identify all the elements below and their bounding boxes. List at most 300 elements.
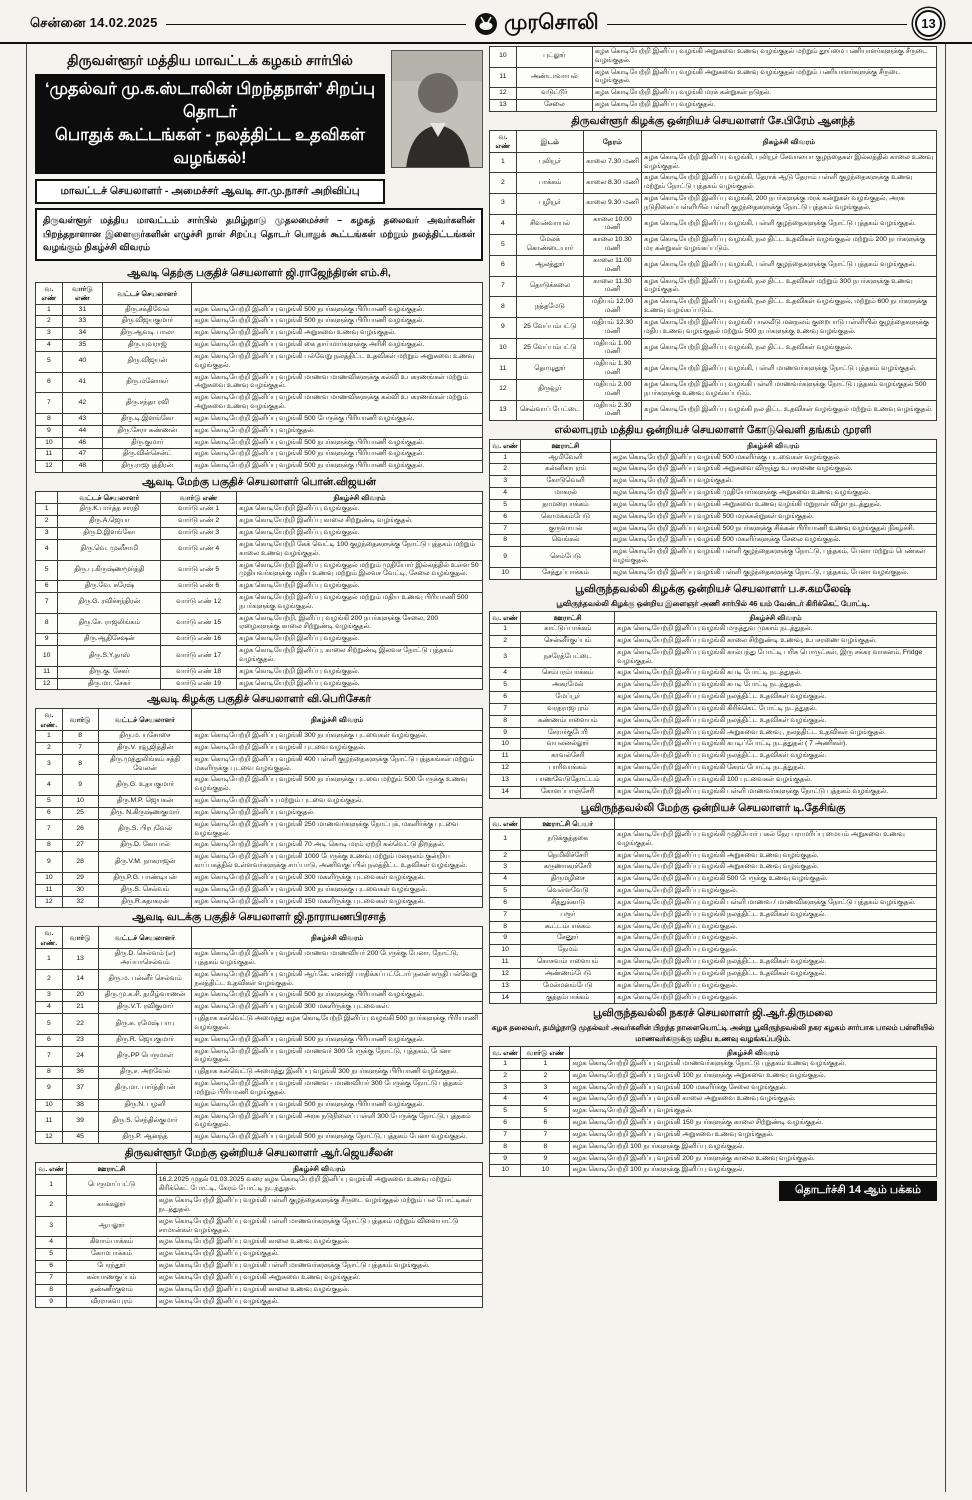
schedule-table (489, 817, 937, 1005)
table-row (490, 317, 937, 338)
table-cell: 7 (36, 1272, 67, 1284)
table-row (490, 727, 937, 739)
column-header: ஊராட்சி (521, 611, 615, 623)
section-title: திருவள்ளூர் மேற்கு ஒன்றியச் செயலாளர் ஆர்.ஜெயசீலன் (124, 1147, 394, 1160)
table-cell: கழக கொடியேற்றி இனிப்பு வழங்கி 100 நபர்களுக்கு அறுசுவை உணவு வழங்குதல். (570, 1070, 937, 1082)
table-cell: 12 (36, 678, 58, 690)
table-row (36, 678, 483, 690)
lead-kicker: திருவள்ளூர் மத்திய மாவட்டக் கழகம் சார்பில் (67, 52, 353, 68)
table-cell: கொசவம்பாளையம் (521, 957, 615, 969)
table-row (490, 1106, 937, 1118)
table-cell: 14 (62, 969, 98, 990)
table-cell: கழக கொடியேற்றி இனிப்பு வழங்குதல். (237, 528, 483, 540)
table-cell: 3 (36, 528, 58, 540)
table-cell: கழக கொடியேற்றி இனிப்பு வழங்கி, நல திட்ட உதவிகள் வழங்குதல். (641, 338, 936, 359)
table-cell: 1 (36, 731, 63, 743)
table-cell: புட்லூர் (516, 47, 592, 68)
table-cell: 14 (490, 786, 521, 798)
table-row (36, 852, 483, 873)
table-cell: திரு.மு.க.சி. தமிழ்வாணன் (98, 990, 192, 1002)
table-cell: செம்பரம்பாக்கம் (521, 668, 615, 680)
table-cell: கழக கொடியேற்றி இனிப்பு வழங்கி கை தாய்மார்களுக்கு அரிசி வழங்குதல். (192, 340, 483, 352)
intro-paragraph: திருவள்ளூர் மத்திய மாவட்டம் சார்பில் தமிழ்நாடு முதலமைச்சர் – கழகத் தலைவர் அவர்களின் பிறந்தநாளான இளைஞர்களின் எழுச்சி நாள் சிறப்பு தொடர் பொதுக் கூட்டங்கள் மற்றும் நலத்திட்டங்கள் வழங்கும் நிகழ்ச்சி விவரம் (35, 208, 483, 261)
table-row (490, 359, 937, 380)
table-cell: கழக கொடியேற்றி இனிப்பு வழங்கி 500 நபர்களுக்கு சிக்கன் பிரியாணி உணவு வழங்குதல் நிகழ்ச்சி. (610, 523, 936, 535)
table-cell: செம்பேடு (521, 547, 610, 568)
section-title: ஆவடி மேற்கு பகுதிச் செயலாளர் பொன்.விஜயன் (142, 476, 376, 489)
table-cell: திரு.வே. சுரேஷ் (58, 581, 161, 593)
table-cell: 13 (490, 774, 521, 786)
table-cell: 23 (62, 1034, 98, 1046)
table-cell: திரு.ராஜபுத்திரன் (103, 461, 192, 473)
table-cell: 12 (490, 763, 521, 775)
table-cell: 2 (490, 464, 521, 476)
table-row (36, 1272, 483, 1284)
section-title: பூவிருந்தவல்லி நகரச் செயலாளர் ஜி.ஆர்.திருமலை (593, 1007, 833, 1020)
table-cell: 1 (490, 1058, 521, 1070)
table-row (490, 751, 937, 763)
masthead-text: முரசொலி (504, 10, 599, 34)
table-cell: வார்டு எண் 19 (161, 678, 237, 690)
table-cell: புதிதாக கல்வெட்டு அமைத்து கழக கொடியேற்றி இனிப்பு வழங்கி 500 நபர்களுக்கு பிரியாணி வழங்குதல். (192, 1014, 483, 1035)
table-cell: 8 (36, 840, 63, 852)
table-cell: கழக கொடியேற்றி இனிப்பு வழங்கி 500 நபர்களுக்கு பிரியாணி வழங்குதல். (192, 449, 483, 461)
table-cell: 10 (62, 796, 98, 808)
table-row (36, 754, 483, 775)
column-header: வ. எண் (490, 130, 517, 152)
table-cell: கழக கொடியேற்றி இனிப்பு வழங்குதல் மற்றும் முதியோர் இல்லத்தில் உள்ள 50 முதியவர்களுக்கு மதிய உணவு மற்றும் இலவச வேட்டி, சேலை வழங்குதல். (237, 560, 483, 581)
table-row (490, 945, 937, 957)
table-cell: 7 (490, 703, 521, 715)
table-cell: 1 (36, 304, 63, 316)
table-cell: 40 (62, 351, 102, 372)
table-cell: 11 (490, 359, 517, 380)
masthead-title (474, 11, 599, 37)
column-header: வார்டு (62, 927, 98, 949)
table-cell: 3 (490, 194, 517, 215)
table-cell: கழக கொடியேற்றி இனிப்பு வழங்குதல். (192, 425, 483, 437)
table-cell: கழக கொடியேற்றி இனிப்பு வழங்கி, பள்ளி குழந்தைகளுக்கு நோட்டு புத்தகம் வழங்குதல். (641, 214, 936, 235)
table-cell: கழக கொடியேற்றி இனிப்பு வழங்கி நலத்திட்ட உதவிகள் வழங்குதல். (615, 692, 937, 704)
table-cell: மதியம் 1.00 மணி (583, 338, 641, 359)
table-cell: பாரிவாக்கம் (521, 763, 615, 775)
table-cell: 3 (490, 1082, 521, 1094)
table-row (490, 214, 937, 235)
table-row (36, 646, 483, 667)
table-cell: நெமிலிச்சேரி (521, 850, 615, 862)
table-cell: 5 (521, 1106, 570, 1118)
column-header: வார்டு எண் (161, 492, 237, 504)
table-cell: 2 (36, 316, 63, 328)
table-cell: கழக கொடியேற்றி இனிப்பு வழங்கி 300 நபர்களுக்கு புடவைகள் வழங்குதல். (192, 884, 483, 896)
table-cell: கழக கொடியேற்றி இனிப்பு வழங்கி அறுசுவை உணவு வழங்குதல். (192, 328, 483, 340)
table-cell: 8 (521, 1141, 570, 1153)
portrait-photo (391, 50, 483, 168)
schedule-table (489, 46, 937, 112)
table-cell: கழக கொடியேற்றி, இனிப்பு வழங்கி 200 நபர்களுக்கு சேலை, 200 ஏழைகளுக்கு காலை சிற்றுண்டி வழங்குதல். (237, 613, 483, 634)
continued-notice: தொடர்ச்சி 14 ஆம் பக்கம் (779, 1181, 937, 1201)
table-cell: 24 (62, 1046, 98, 1067)
table-cell: கழக கொடியேற்றி இனிப்பு வழங்கி பள்ளி மாணவர்களுக்கு நோட்டு புத்தகம் வழங்குதல். (615, 786, 937, 798)
table-cell: மதியம் 12.00 மணி (583, 297, 641, 318)
table-cell: 34 (62, 328, 102, 340)
table-cell: 2 (490, 1070, 521, 1082)
table-cell: 14 (490, 992, 521, 1004)
table-row (36, 593, 483, 614)
table-row (36, 1034, 483, 1046)
table-row (490, 567, 937, 579)
table-cell: வார்டு எண் 12 (161, 593, 237, 614)
table-row (36, 1046, 483, 1067)
table-cell: 12 (36, 896, 63, 908)
table-cell: கழக கொடியேற்றி இனிப்பு வழங்கி 500 மகளிர்க்கு புடவைகள் வழங்குதல். (610, 452, 936, 464)
table-cell: தாமரைபாக்கம் (521, 499, 610, 511)
table-cell: 8 (62, 731, 98, 743)
table-cell: 28 (62, 852, 98, 873)
table-cell: கழக கொடியேற்றி இனிப்பு வழங்கி, நல திட்ட உதவிகள் மற்றும் 300 நபர்களுக்கு உணவு வழங்குதல். (641, 276, 936, 297)
news-section (489, 46, 937, 112)
table-cell: கழக கொடியேற்றி இனிப்பு வழங்குதல். (610, 476, 936, 488)
table-cell: திரு.R. ஜெயகுமார் (98, 1034, 192, 1046)
table-cell: 11 (490, 67, 517, 88)
table-row (490, 547, 937, 568)
table-cell: கழக கொடியேற்றி இனிப்பு வழங்கி அறுசுவை உணவு வழங்கி மறுநாள் விழா நடத்துதல். (610, 499, 936, 511)
table-cell: கழக கொடியேற்றி இனிப்பு வழங்கி அறுசுவை உணவு வழங்குதல். (156, 1272, 482, 1284)
table-cell: 3 (490, 647, 521, 668)
table-cell: சேனூர் (521, 933, 615, 945)
table-cell: காலை 11.00 மணி (583, 255, 641, 276)
column-header (192, 282, 483, 304)
column-header: நிகழ்ச்சி விவரம் (156, 1163, 482, 1175)
column-header: வ. எண். (36, 709, 63, 731)
table-cell: கழக கொடியேற்றி இனிப்பு வழங்கி மாணவர் 300 பேருக்கு நோட்டு, புத்தகம், பேனா வழங்குதல். (192, 1046, 483, 1067)
column-header: வட்டச் செயலாளர் (98, 709, 192, 731)
table-cell: கழக கொடியேற்றி இனிப்பு வழங்கி 150 மகளிருக்கு புடவைகள் வழங்குதல். (192, 896, 483, 908)
table-cell: கழக கொடியேற்றி இனிப்பு வழங்குதல். (615, 933, 937, 945)
table-row (490, 680, 937, 692)
table-row (490, 523, 937, 535)
table-cell: கல்யாணகுப்பம் (67, 1272, 156, 1284)
table-cell: 8 (36, 1284, 67, 1296)
column-header (36, 492, 58, 504)
section-title: ஆவடி வடக்கு பகுதிச் செயலாளர் ஜி.நாராயணபிரசாத் (132, 911, 386, 924)
table-cell: 9 (62, 775, 98, 796)
table-cell: 3 (490, 476, 521, 488)
table-header-row (36, 709, 483, 731)
table-cell: 10 (36, 646, 58, 667)
table-cell: கழக கொடியேற்றி இனிப்பு வழங்கி அறுசுவை உணவு வழங்குதல் மற்றும் பணியாளர்களுக்கு சீருடை வழங்குதல். (592, 67, 936, 88)
table-cell: 42 (62, 393, 102, 414)
table-cell: 2 (490, 636, 521, 648)
table-cell: 5 (490, 886, 521, 898)
right-sections (489, 46, 937, 1177)
table-cell: 39 (62, 1111, 98, 1132)
table-row (36, 819, 483, 840)
table-cell: 13 (490, 100, 517, 112)
table-row (36, 425, 483, 437)
table-row (36, 840, 483, 852)
table-row (490, 829, 937, 850)
table-cell: 4 (36, 775, 63, 796)
table-cell: 10 (521, 1165, 570, 1177)
table-cell: 9 (490, 933, 521, 945)
table-row (36, 393, 483, 414)
table-cell: 10 (490, 567, 521, 579)
table-cell: மேப்பூர் (521, 692, 615, 704)
table-cell: நடுக்குத்தகை (521, 829, 615, 850)
table-cell: வடுட்டூர் (516, 88, 592, 100)
table-cell: திரு.K.பார்த்த சாரதி (58, 504, 161, 516)
table-row (490, 511, 937, 523)
table-row (36, 539, 483, 560)
table-cell: ஆயலூர் (67, 1216, 156, 1237)
section-note: பூவிருந்தவல்லி கிழக்கு ஒன்றிய இளைஞர் அணி சார்பில் 46 யம் வேன்டர் கிரிக்கெட் போட்டி. (556, 598, 870, 608)
table-cell: கழக கொடியேற்றி இனிப்பு வழங்கி அரசு நடுநிலைப் பள்ளி 300 பேருக்கு நோட்டு, புத்தகம் வழங்குதல். (192, 1111, 483, 1132)
table-cell: 11 (490, 957, 521, 969)
table-cell: கழக கொடியேற்றி இனிப்பு வழங்கி, புலியூர் சேவாலயா குழந்தைகள் இல்லத்தில் காலை உணவு வழங்குதல். (641, 152, 936, 173)
table-cell: கழக கொடியேற்றி இனிப்பு வழங்குதல். (237, 504, 483, 516)
table-row (36, 1216, 483, 1237)
table-cell: கிளாம்பாக்கம் (67, 1237, 156, 1249)
table-cell: சென்னீர்குப்பம் (521, 636, 615, 648)
table-cell: மதியம் 1.30 மணி (583, 359, 641, 380)
table-cell: திரு.V.M. நாகராஜன் (98, 852, 192, 873)
table-cell: ஆமிவேளி (521, 452, 610, 464)
table-cell: கழக கொடியேற்றி இனிப்பு வழங்குதல். (192, 807, 483, 819)
table-row (490, 47, 937, 68)
table-header-row (36, 492, 483, 504)
table-row (490, 194, 937, 215)
table-cell: கழக கொடியேற்றி 100 நபர்களுக்கு இனிப்பு வழங்குதல். (570, 1141, 937, 1153)
table-cell: கழக கொடியேற்றி இனிப்பு வழங்கி கபடி போட்டி நடத்துதல். (615, 668, 937, 680)
table-cell: கழக கொடியேற்றி இனிப்பு வழங்கி நலத்திட்ட உதவிகள் வழங்குதல். (615, 957, 937, 969)
table-row (36, 1099, 483, 1111)
table-cell: கழக கொடியேற்றி இனிப்பு வழங்கி பள்ளி குழந்தைகளுக்கு நோட்டு, புத்தகம், பேனா மற்றும் பெண்கள் வழங்குதல். (610, 547, 936, 568)
table-row (36, 1237, 483, 1249)
table-cell: கழக கொடியேற்றி இனிப்பு வழங்கி 500 நபர்களுக்கு பிரியாணி வழங்குதல். (192, 316, 483, 328)
table-cell: திரு.கு. சேகர் (58, 666, 161, 678)
table-cell: திரு.D. செல்வம் (எ) அய்யாசெல்வம் (98, 949, 192, 970)
table-header-row (490, 440, 937, 452)
table-cell: 6 (521, 1118, 570, 1130)
table-row (490, 992, 937, 1004)
table-cell: 1 (36, 1175, 67, 1196)
table-cell: வார்டு எண் 3 (161, 528, 237, 540)
table-cell: 9 (36, 1079, 63, 1100)
table-cell: திரு.வின்சென்ட் (103, 449, 192, 461)
table-cell: கூட்டம்பாக்கம் (521, 921, 615, 933)
table-cell: 9 (36, 425, 63, 437)
left-sections (35, 264, 483, 1308)
schedule-table (489, 130, 937, 421)
section-title: திருவள்ளூர் கிழக்கு ஒன்றியச் செயலாளர் சே.பிரேம் ஆனந்த் (571, 114, 855, 127)
table-cell: கழக கொடியேற்றி இனிப்பு வழங்கி கால்பந்து போட்டி பரிசு பொருட்கள், இரு சக்கர வாகனம், Fridge வழங்குதல். (615, 647, 937, 668)
table-cell: 3 (36, 1216, 67, 1237)
table-cell: 5 (490, 499, 521, 511)
table-cell: கழக கொடியேற்றி இனிப்பு வழங்கி 200 நபர்களுக்கு காலை உணவு வழங்குதல். (570, 1153, 937, 1165)
portrait-silhouette (392, 51, 483, 168)
table-row (490, 488, 937, 500)
table-row (36, 413, 483, 425)
table-cell: திரு.சேரா கண்ணன் (103, 425, 192, 437)
table-cell: கழக கொடியேற்றி இனிப்பு வழங்கி அறுசுவை உணவு வழங்குதல் மற்றும் தூய்மை பணியாளர்களுக்கு சீருடை வழங்குதல். (592, 47, 936, 68)
schedule-table (35, 926, 483, 1144)
table-cell: கழக கொடியேற்றி இனிப்பு வழங்கி 500 பேருக்கு உணவு வழங்குதல். (615, 874, 937, 886)
column-header: வார்டு எண் (62, 282, 102, 304)
table-cell: 35 (62, 340, 102, 352)
table-cell: பாணவேடுதோட்டம் (521, 774, 615, 786)
column-header: வார்டு (62, 709, 98, 731)
table-cell: 10 (36, 1099, 63, 1111)
table-cell: கழக கொடியேற்றி இனிப்பு வழங்கி 500 மரக்கன்றுகள் வழங்குதல். (610, 511, 936, 523)
headline-line-1: ‘முதல்வர் மு.க.ஸ்டாலின் பிறந்தநாள்’ சிறப்பு தொடர் (45, 80, 375, 122)
table-cell: சேத்துப்பாக்கம் (521, 567, 610, 579)
table-cell: 12 (490, 379, 517, 400)
table-cell: கழக கொடியேற்றி இனிப்பு வழங்குதல் மற்றும் மதிய உணவு பிரியாணி 500 நபர்களுக்கு வழங்குதல். (237, 593, 483, 614)
table-cell: கழக கொடியேற்றி இனிப்பு வழங்கி நலத்திட்ட உதவிகள் வழங்குதல். (615, 751, 937, 763)
table-row (36, 990, 483, 1002)
table-cell: 33 (62, 316, 102, 328)
table-cell: கழக கொடியேற்றி இனிப்பு மற்றும் புடவை வழங்குதல். (192, 796, 483, 808)
table-cell: கன்னிகாபுரம் (521, 464, 610, 476)
table-cell: திரு.மா. பார்த்திபன் (98, 1079, 192, 1100)
table-cell: கழக கொடியேற்றி இனிப்பு வழங்கி நலத்திட்ட உதவிகள் வழங்குதல். (615, 715, 937, 727)
table-cell: 6 (36, 581, 58, 593)
table-cell: 4 (521, 1094, 570, 1106)
table-row (36, 528, 483, 540)
table-cell: கழக கொடியேற்றி இனிப்பு வழங்கி பள்ளி மாணவர்களுக்கு நோட்டு புத்தகம் வழங்குதல் 500 நபர்களுக்கு உணவு வழங்கப்படும். (641, 379, 936, 400)
table-cell: கழக கொடியேற்றி இனிப்பு, காலை சிற்றுண்டி இலவச நோட்டு புத்தகம் வழங்குதல். (237, 646, 483, 667)
table-cell: திரு.P.G. பாண்டியன் (98, 872, 192, 884)
table-row (490, 647, 937, 668)
column-header: நிகழ்ச்சி விவரம் (192, 927, 483, 949)
masthead-bar (0, 4, 972, 44)
table-cell: கழக கொடியேற்றி இனிப்பு வழங்கி 100 மகளிர்க்கு சேலை வழங்குதல். (570, 1082, 937, 1094)
table-cell: 4 (36, 1002, 63, 1014)
table-cell: திரு.சக்திவேல் (103, 304, 192, 316)
table-cell: திரு. N.கிருஷ்ணகுமார் (98, 807, 192, 819)
column-header: நிகழ்ச்சி விவரம் (237, 492, 483, 504)
table-cell: 7 (36, 393, 63, 414)
table-cell: 6 (36, 1034, 63, 1046)
table-cell: கழக கொடியேற்றி இனிப்பு வழங்கி 300 மகளிருக்கு புடவைகள் வழங்குதல். (192, 872, 483, 884)
table-cell: திரு.சே. ராஜலிங்கம் (58, 613, 161, 634)
section-note: கழக தலைவர், தமிழ்நாடு முதல்வர் அவர்களின் பிறந்த நாளையொட்டி அன்று பூவிருந்தவல்லி நகர கழகம் சார்பாக பாலம் பள்ளியில் மாணவர்களுக்கு மதிய உணவு வழங்கப்படும். (491, 1023, 935, 1043)
table-cell: 6 (490, 1118, 521, 1130)
table-row (36, 328, 483, 340)
table-cell: 11 (36, 666, 58, 678)
table-cell: மேல்மனம்பேடு (521, 980, 615, 992)
table-cell: கழக கொடியேற்றி இனிப்பு வழங்கி காலை உணவு வழங்குதல். (156, 1284, 482, 1296)
table-cell: கழக கொடியேற்றி இனிப்பு வழங்குதல். (237, 666, 483, 678)
table-cell: கழக கொடியேற்றி இனிப்பு வழங்கி 70 அடி கொடி மரம் ஏற்றி கல்வெட்டு திறத்தல். (192, 840, 483, 852)
section-title: பூவிருந்தவல்லி மேற்கு ஒன்றியச் செயலாளர் டி.தேசிங்கு (580, 801, 846, 814)
table-cell: 46 (62, 437, 102, 449)
table-cell: 9 (521, 1153, 570, 1165)
table-cell: திரு.G. ரவிச்சந்திரன் (58, 593, 161, 614)
table-cell: 10 (490, 1165, 521, 1177)
table-cell: கண்ணம்பாளையம் (521, 715, 615, 727)
table-row (36, 743, 483, 755)
table-cell: கழக கொடியேற்றி இனிப்பு வழங்கி மாணவர்களுக்கு நோட்டு புத்தகம் உணவு வழங்குதல். (570, 1058, 937, 1070)
table-cell: வார்டு எண் 18 (161, 666, 237, 678)
table-cell: 8 (62, 754, 98, 775)
table-cell: 2 (490, 173, 517, 194)
section-title: எல்லாபுரம் மத்திய ஒன்றியச் செயலாளர் கோடுவெளி தங்கம் முரளி (554, 424, 872, 437)
table-cell: கோமபாக்கம் (67, 1249, 156, 1261)
table-cell: 5 (36, 351, 63, 372)
lead-article (35, 50, 483, 204)
table-cell: ஆலத்தூர் (516, 255, 583, 276)
table-cell: காலை 10.30 மணி (583, 235, 641, 256)
section-title: ஆவடி தெற்கு பகுதிச் செயலாளர் ஜி.ராஜேந்திரன் எம்.சி, (127, 266, 391, 279)
continuation-wrap (489, 1180, 937, 1201)
table-cell: 27 (62, 840, 98, 852)
table-cell: 7 (490, 909, 521, 921)
table-cell: கழக கொடியேற்றி இனிப்பு வழங்கி அறுசுவை விருந்து உபசரணை வழங்குதல். (610, 464, 936, 476)
table-cell: 9 (490, 727, 521, 739)
column-header: வ. எண். (36, 927, 63, 949)
table-cell: திரு.S. பிரபுவேல் (98, 819, 192, 840)
column-header: நிகழ்ச்சி விவரம் (192, 709, 483, 731)
table-cell: திரு.குமார் (103, 437, 192, 449)
table-cell: திரு.விஜயகுமார் (103, 316, 192, 328)
schedule-table (35, 282, 483, 473)
table-cell: 9 (36, 1296, 67, 1308)
table-cell: கழக கொடியேற்றி இனிப்பு வழங்கி பள்ளி மாணவர்களுக்கு நோட்டு புத்தகம் வழங்குதல். (156, 1261, 482, 1273)
table-cell: கழக கொடியேற்றி இனிப்பு வழங்குதல். (615, 992, 937, 1004)
lead-text (35, 50, 385, 204)
table-cell: வார்டு எண் 17 (161, 646, 237, 667)
table-row (36, 372, 483, 393)
table-cell: 10 (490, 338, 517, 359)
table-cell: திரு.R.சுதாகரன் (98, 896, 192, 908)
byline-box: மாவட்டச் செயலாளர் - அமைச்சர் ஆவடி சா.மு.நாசர் அறிவிப்பு (35, 179, 385, 204)
table-row (36, 1014, 483, 1035)
table-cell: 4 (36, 340, 63, 352)
table-cell: காலை 9.30 மணி (583, 194, 641, 215)
table-cell: கழக கொடியேற்றி இனிப்பு வழங்கி கபடி போட்டி நடத்துதல். (615, 680, 937, 692)
table-cell: நசரேத்பேட்டை (521, 647, 615, 668)
table-cell: கழக கொடியேற்றி இனிப்பு வழங்கி கேரம் போட்டி நடத்துதல். (615, 763, 937, 775)
table-cell: சேரார்குபேரி (521, 727, 615, 739)
table-row (36, 666, 483, 678)
table-cell: வயலனல்லூர் (521, 739, 615, 751)
table-cell: 1 (490, 829, 521, 850)
table-cell: 44 (62, 425, 102, 437)
table-cell: மாகரல் (521, 488, 610, 500)
table-cell: 4 (490, 488, 521, 500)
table-row (490, 1094, 937, 1106)
table-cell: கழக கொடியேற்றி இனிப்பு வழங்குதல். (570, 1106, 937, 1118)
table-row (490, 276, 937, 297)
table-row (490, 88, 937, 100)
table-cell: 2 (490, 850, 521, 862)
table-row (36, 504, 483, 516)
table-row (490, 636, 937, 648)
table-cell: கழக கொடியேற்றி இனிப்பு வழங்கி, நல திட்ட உதவிகள் வழங்குதல், மற்றும் 600 நபர்களுக்கு உணவு வழங்கப்படும். (641, 297, 936, 318)
table-cell: 26 (62, 819, 98, 840)
column-header (615, 817, 937, 829)
table-row (490, 100, 937, 112)
table-cell: 5 (36, 1249, 67, 1261)
table-cell: 13 (62, 949, 98, 970)
page-body (26, 44, 946, 1492)
news-section (489, 112, 937, 421)
table-cell: மேலக் கொண்டையார் (516, 235, 583, 256)
table-cell: 7 (62, 743, 98, 755)
header-rule-right (607, 23, 907, 25)
